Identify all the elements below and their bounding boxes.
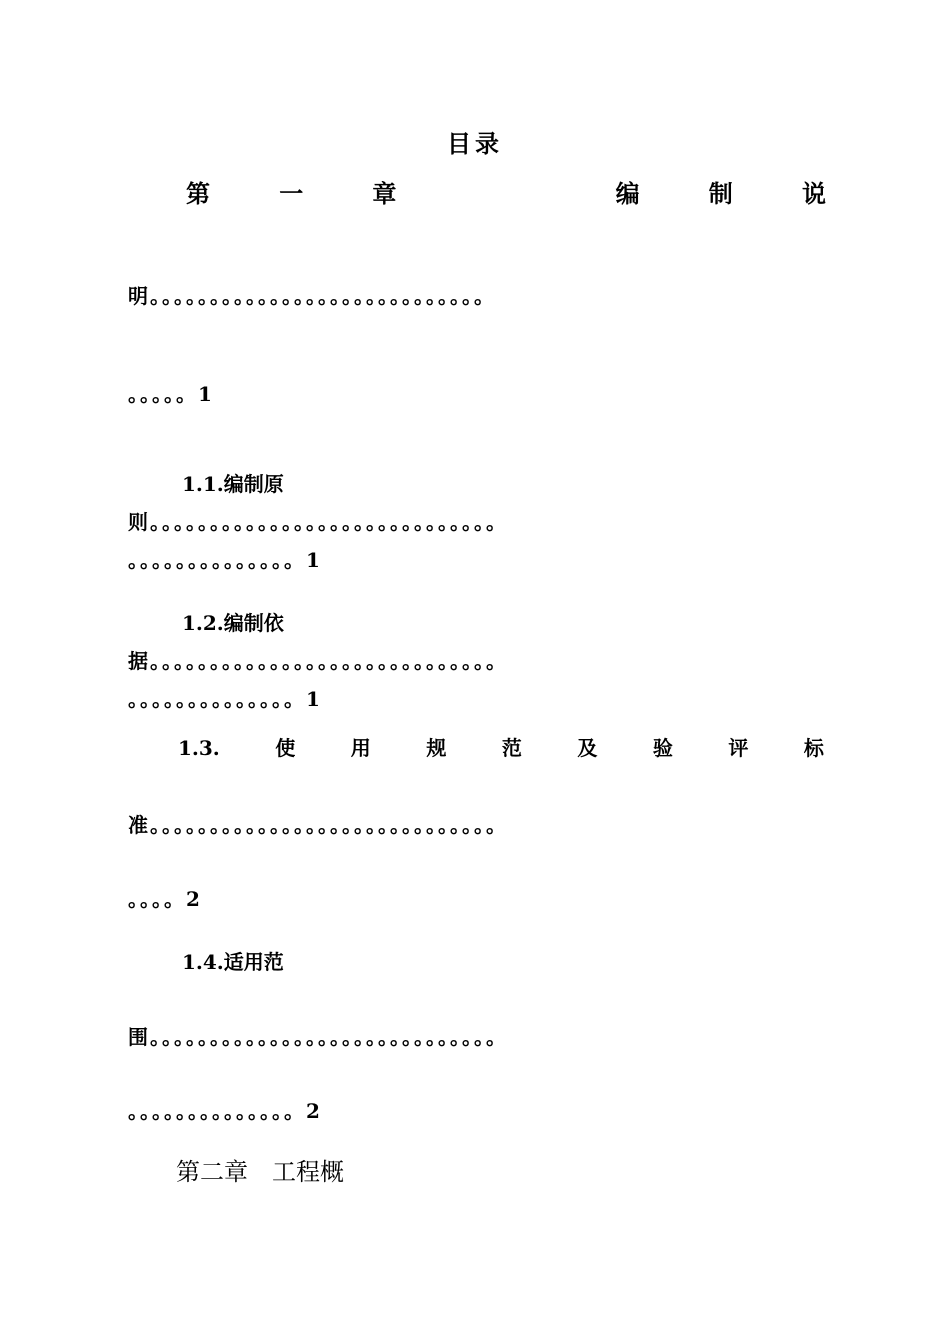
toc-entry-1-3-label <box>178 738 824 758</box>
toc-entry-1-3-leader: 准。。。。。。。。。。。。。。。。。。。。。。。。。。。。。 <box>128 813 508 837</box>
toc-entry-1-3-word: 验 <box>652 736 673 760</box>
toc-entry-1-3-word: 使 <box>275 736 296 760</box>
toc-entry-1-3-word: 规 <box>426 736 447 760</box>
chapter-1-word: 第 <box>186 179 210 208</box>
toc-entry-1-3-page: 。。。。2 <box>128 887 202 911</box>
toc-entry-1-2-label: 1.2.编制依 <box>182 611 284 635</box>
chapter-1-word: 编 <box>615 179 640 208</box>
chapter-1-page: 。。。。。1 <box>128 382 214 406</box>
toc-entry-1-1-page: 。。。。。。。。。。。。。。1 <box>128 548 322 572</box>
toc-entry-1-2-page: 。。。。。。。。。。。。。。1 <box>128 687 322 711</box>
toc-entry-1-2-leader: 据。。。。。。。。。。。。。。。。。。。。。。。。。。。。。 <box>128 649 508 673</box>
toc-entry-1-3-word: 标 <box>803 736 824 760</box>
toc-entry-1-3-word: 范 <box>501 736 522 760</box>
chapter-2-heading: 第二章 工程概 <box>176 1158 344 1186</box>
toc-entry-1-3-word: 及 <box>577 736 598 760</box>
toc-entry-1-1-label: 1.1.编制原 <box>182 472 284 496</box>
chapter-1-word: 制 <box>708 179 733 208</box>
toc-entry-1-4-label: 1.4.适用范 <box>182 950 284 974</box>
chapter-1-leader: 明。。。。。。。。。。。。。。。。。。。。。。。。。。。。 <box>128 284 496 308</box>
toc-entry-1-4-leader: 围。。。。。。。。。。。。。。。。。。。。。。。。。。。。。 <box>128 1025 508 1049</box>
toc-entry-1-3-word: 评 <box>728 736 749 760</box>
toc-entry-1-1-leader: 则。。。。。。。。。。。。。。。。。。。。。。。。。。。。。 <box>128 510 508 534</box>
toc-title: 目录 <box>447 129 503 158</box>
toc-entry-1-4-page: 。。。。。。。。。。。。。。2 <box>128 1099 322 1123</box>
chapter-1-word: 说 <box>801 179 826 208</box>
toc-entry-1-3-word: 1.3. <box>178 736 220 760</box>
toc-entry-1-3-word: 用 <box>350 736 371 760</box>
chapter-1-heading <box>186 179 826 208</box>
chapter-1-word: 章 <box>372 179 397 208</box>
chapter-1-word: 一 <box>279 179 304 208</box>
